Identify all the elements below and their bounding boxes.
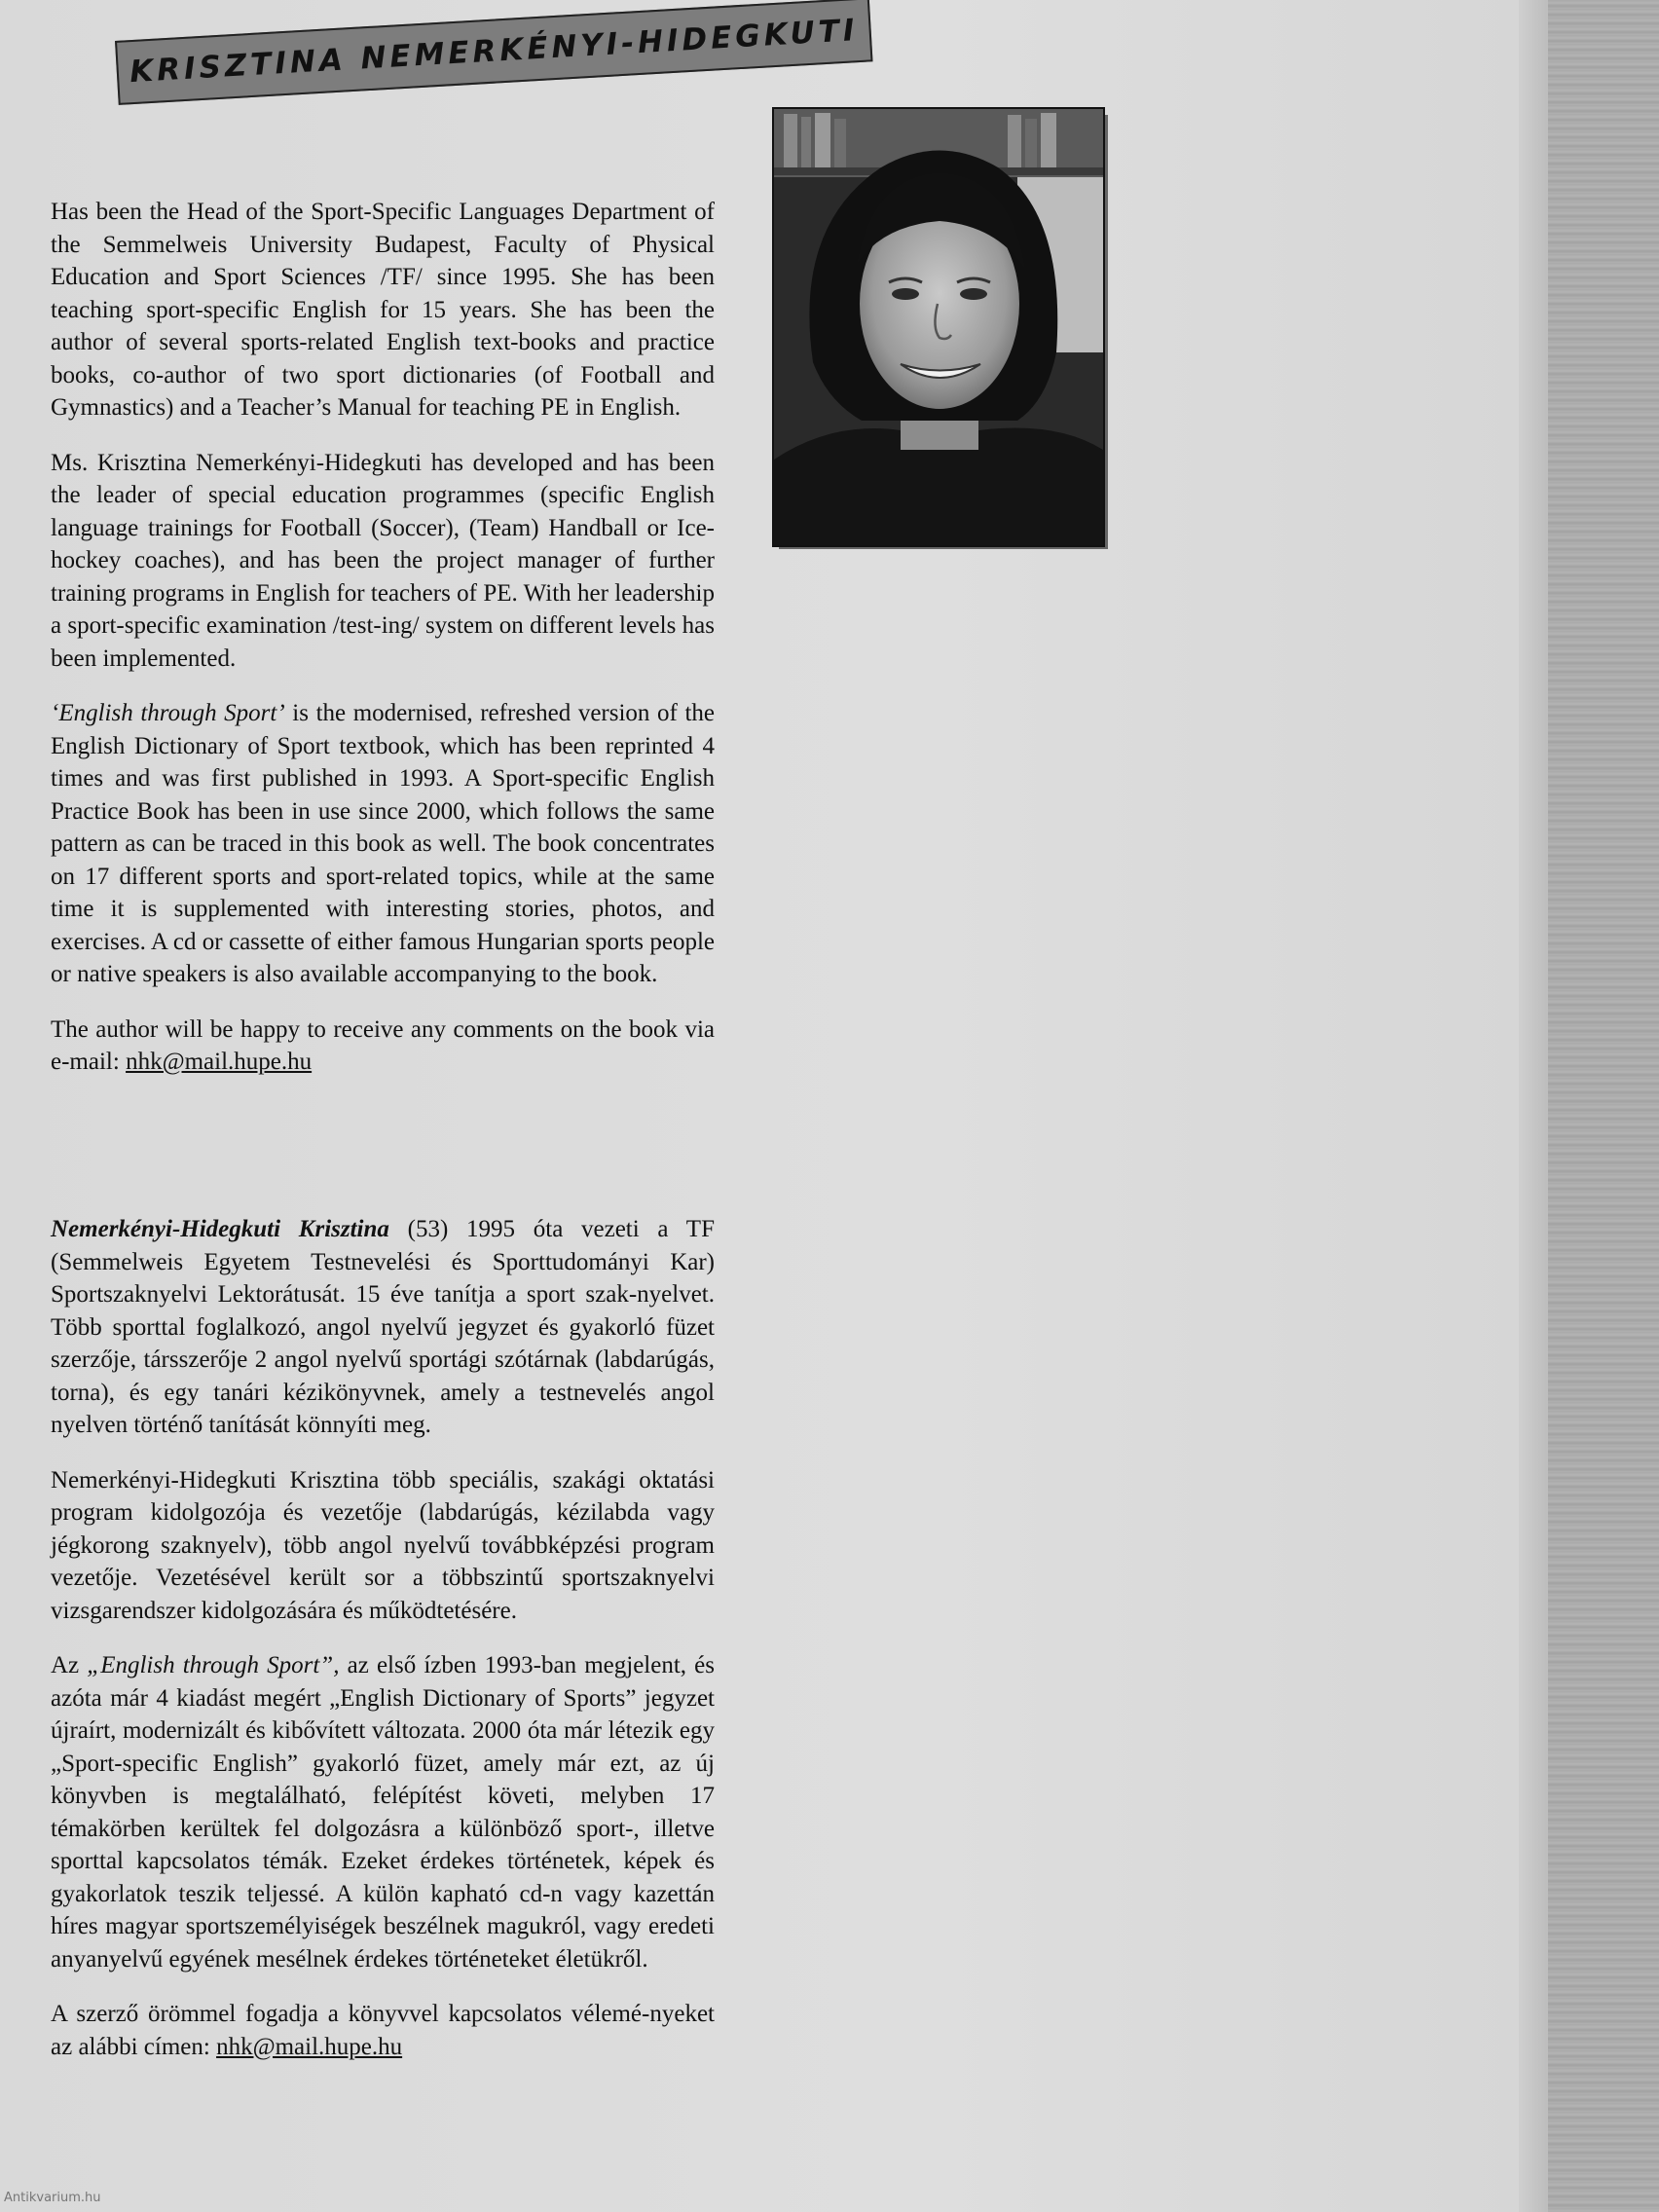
book-title-hungarian: „English through Sport”, (87, 1652, 340, 1678)
hungarian-paragraph-2: Nemerkényi-Hidegkuti Krisztina több speciális, szakági oktatási program kidolgozója és vezetője (labdarúgás, kézilabda vagy jégkorong szaknyelv), több angol nyelvű továbbképzési program vezetője. Vezetésével került sor a többszintű sportszaknyelvi vizsgarendszer kidolgozására és működtetésére. (51, 1466, 715, 1624)
book-title: ‘English through Sport’ (51, 700, 285, 726)
author-name-hungarian: Nemerkényi-Hidegkuti Krisztina (51, 1216, 389, 1242)
page-edge-shadow (1519, 0, 1548, 2212)
portrait-illustration (774, 109, 1103, 545)
author-photo (772, 107, 1105, 547)
english-paragraph-4 (51, 1014, 715, 1079)
hungarian-paragraph-3 (51, 1649, 715, 1975)
hungarian-paragraph-3-start: Az (51, 1652, 88, 1678)
english-paragraph-3-text: is the modernised, refreshed version of the English Dictionary of Sport textbook, which has been reprinted 4 times and was first published in 1993. A Sport-specific English Practice Book has been in use since 2000, which follows the same pattern as can be traced in this book as well. The book concentrates on 17 different sports and sport-related topics, while at the same time it is supplemented with interesting stories, photos, and exercises. A cd or cassette of either famous Hungarian sports people or native speakers is also available accompanying to the book. (51, 700, 716, 987)
book-binding (1548, 0, 1659, 2212)
author-name: KRISZTINA NEMERKÉNYI-HIDEGKUTI (129, 13, 860, 91)
hungarian-paragraph-4 (51, 1998, 715, 2063)
hungarian-paragraph-3-text: az első ízben 1993-ban megjelent, és azóta már 4 kiadást megért „English Dictionary of Sports” jegyzet újraírt, modernizált és kibővített változata. 2000 óta már létezik egy „Sport-specific English” gyakorló füzet, amely már ezt, az új könyvben is megtalálható, felépítést követi, melyben 17 témakörben kerültek fel dolgozásra a különböző sport-, illetve sporttal kapcsolatos témák. Ezeket érdekes történetek, képek és gyakorlatok teszik teljessé. A külön kapható cd-n vagy kazettán híres magyar sportszemélyiségek beszélnek magukról, vagy eredeti anyanyelvű egyének mesélnek érdekes történeteket életükről. (51, 1652, 716, 1972)
hungarian-contact-text: A szerző örömmel fogadja a könyvvel kapcsolatos vélemé-nyeket az alábbi címen: (51, 2001, 715, 2060)
email-link[interactable]: nhk@mail.hupe.hu (126, 1049, 313, 1075)
english-paragraph-3 (51, 697, 715, 991)
hungarian-paragraph-1-text: (53) 1995 óta vezeti a TF (Semmelweis Egyetem Testnevelési és Sporttudományi Kar) Sportszaknyelvi Lektorátusát. 15 éve tanítja a sport szak-nyelvet. Több sporttal foglalkozó, angol nyelvű jegyzet és gyakorló füzet szerzője, társszerője 2 angol nyelvű sportági szótárnak (labdarúgás, torna), és egy tanári kézikönyvnek, amely a testnevelés angol nyelven történő tanítását könnyíti meg. (51, 1216, 715, 1438)
hungarian-biography (51, 1213, 715, 2085)
english-paragraph-1: Has been the Head of the Sport-Specific Languages Department of the Semmelweis University Budapest, Faculty of Physical Education and Sport Sciences /TF/ since 1995. She has been teaching sport-specific English for 15 years. She has been the author of several sports-related English text-books and practice books, co-author of two sport dictionaries (of Football and Gymnastics) and a Teacher’s Manual for teaching PE in English. (51, 199, 715, 421)
english-paragraph-2: Ms. Krisztina Nemerkényi-Hidegkuti has developed and has been the leader of special education programmes (specific English language trainings for Football (Soccer), (Team) Handball or Ice-hockey coaches), and has been the project manager of further training programs in English for teachers of PE. With her leadership a sport-specific examination /test-ing/ system on different levels has been implemented. (51, 449, 715, 672)
hungarian-paragraph-1 (51, 1213, 715, 1442)
email-link-hungarian[interactable]: nhk@mail.hupe.hu (216, 2033, 403, 2060)
watermark: Antikvarium.hu (4, 2191, 101, 2205)
english-biography (51, 196, 715, 1101)
english-contact-text: The author will be happy to receive any comments on the book via e-mail: (51, 1015, 715, 1075)
